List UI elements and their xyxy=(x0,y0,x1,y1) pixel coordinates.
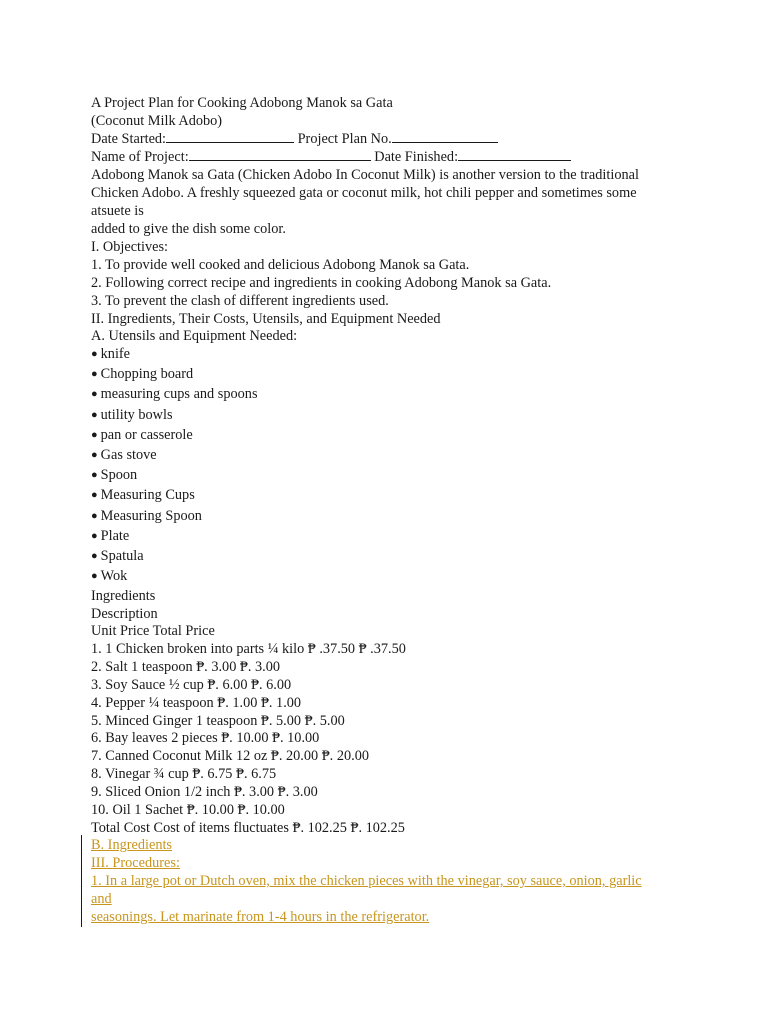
ingredients-header: Ingredients xyxy=(91,588,156,604)
date-finished-label: Date Finished: xyxy=(374,149,459,165)
price-header: Unit Price Total Price xyxy=(91,623,215,639)
utensil-label: Measuring Cups xyxy=(100,487,195,503)
bullet-icon: ● xyxy=(91,489,98,501)
ingredient-row: 8. Vinegar ¾ cup ₱. 6.75 ₱. 6.75 xyxy=(91,766,277,782)
name-of-project-label: Name of Project: xyxy=(91,149,189,165)
utensil-item xyxy=(91,466,137,485)
utensil-item xyxy=(91,547,144,566)
project-plan-no-blank xyxy=(392,130,498,143)
bullet-icon: ● xyxy=(91,388,98,400)
bullet-icon: ● xyxy=(91,510,98,522)
document-subtitle: (Coconut Milk Adobo) xyxy=(91,113,223,129)
utensil-item xyxy=(91,365,193,384)
bullet-icon: ● xyxy=(91,449,98,461)
bullet-icon: ● xyxy=(91,469,98,481)
utensil-item xyxy=(91,527,129,546)
utensil-label: measuring cups and spoons xyxy=(100,386,258,402)
utensil-label: Gas stove xyxy=(100,447,157,463)
intro-line: added to give the dish some color. xyxy=(91,221,286,237)
tracked-change-line: and xyxy=(91,891,112,907)
document-title: A Project Plan for Cooking Adobong Manok sa Gata xyxy=(91,95,393,111)
date-finished-blank xyxy=(458,148,571,161)
utensil-label: pan or casserole xyxy=(100,427,193,443)
utensil-item xyxy=(91,567,127,586)
utensil-item xyxy=(91,507,202,526)
bullet-icon: ● xyxy=(91,550,98,562)
tracked-change-line: 1. In a large pot or Dutch oven, mix the chicken pieces with the vinegar, soy sauce, onion, garlic xyxy=(91,873,642,889)
ingredient-row: 2. Salt 1 teaspoon ₱. 3.00 ₱. 3.00 xyxy=(91,659,281,675)
utensil-item xyxy=(91,406,173,425)
bullet-icon: ● xyxy=(91,429,98,441)
ingredient-row: 7. Canned Coconut Milk 12 oz ₱. 20.00 ₱. 20.00 xyxy=(91,748,369,764)
bullet-icon: ● xyxy=(91,348,98,360)
description-header: Description xyxy=(91,606,158,622)
ingredient-row: 1. 1 Chicken broken into parts ¼ kilo ₱ .37.50 ₱ .37.50 xyxy=(91,641,406,657)
objective-item: 1. To provide well cooked and delicious Adobong Manok sa Gata. xyxy=(91,257,470,273)
total-cost-row: Total Cost Cost of items fluctuates ₱. 102.25 ₱. 102.25 xyxy=(91,820,405,836)
utensil-label: Measuring Spoon xyxy=(100,508,202,524)
section-heading: II. Ingredients, Their Costs, Utensils, and Equipment Needed xyxy=(91,311,441,327)
date-started-blank xyxy=(166,130,294,143)
ingredient-row: 3. Soy Sauce ½ cup ₱. 6.00 ₱. 6.00 xyxy=(91,677,292,693)
tracked-change-line: seasonings. Let marinate from 1-4 hours in the refrigerator. xyxy=(91,909,430,925)
project-plan-no-label: Project Plan No. xyxy=(297,131,392,147)
ingredient-row: 9. Sliced Onion 1/2 inch ₱. 3.00 ₱. 3.00 xyxy=(91,784,318,800)
utensil-item xyxy=(91,385,258,404)
utensil-label: Chopping board xyxy=(100,366,194,382)
date-started-label: Date Started: xyxy=(91,131,167,147)
name-finished-row xyxy=(91,148,571,166)
date-project-row xyxy=(91,130,498,148)
objectives-heading: I. Objectives: xyxy=(91,239,169,255)
bullet-icon: ● xyxy=(91,409,98,421)
bullet-icon: ● xyxy=(91,570,98,582)
utensil-label: utility bowls xyxy=(100,407,173,423)
bullet-icon: ● xyxy=(91,530,98,542)
utensil-label: Spatula xyxy=(100,548,144,564)
intro-line: atsuete is xyxy=(91,203,144,219)
ingredient-row: 5. Minced Ginger 1 teaspoon ₱. 5.00 ₱. 5.00 xyxy=(91,713,345,729)
utensil-item xyxy=(91,426,193,445)
bullet-icon: ● xyxy=(91,368,98,380)
utensil-label: Spoon xyxy=(100,467,138,483)
change-bar xyxy=(81,835,82,927)
ingredient-row: 10. Oil 1 Sachet ₱. 10.00 ₱. 10.00 xyxy=(91,802,285,818)
tracked-change-line: III. Procedures: xyxy=(91,855,180,871)
utensil-item xyxy=(91,446,157,465)
intro-line: Adobong Manok sa Gata (Chicken Adobo In Coconut Milk) is another version to the traditional xyxy=(91,167,639,183)
intro-line: Chicken Adobo. A freshly squeezed gata or coconut milk, hot chili pepper and sometimes some xyxy=(91,185,637,201)
utensil-label: Plate xyxy=(100,528,130,544)
utensils-subheading: A. Utensils and Equipment Needed: xyxy=(91,328,298,344)
objective-item: 2. Following correct recipe and ingredients in cooking Adobong Manok sa Gata. xyxy=(91,275,552,291)
objective-item: 3. To prevent the clash of different ingredients used. xyxy=(91,293,389,309)
ingredient-row: 4. Pepper ¼ teaspoon ₱. 1.00 ₱. 1.00 xyxy=(91,695,302,711)
name-of-project-blank xyxy=(189,148,371,161)
ingredient-row: 6. Bay leaves 2 pieces ₱. 10.00 ₱. 10.00 xyxy=(91,730,320,746)
utensil-item xyxy=(91,345,130,364)
utensil-label: knife xyxy=(100,346,131,362)
utensil-label: Wok xyxy=(100,568,128,584)
utensil-item xyxy=(91,486,195,505)
tracked-change-line: B. Ingredients xyxy=(91,837,172,853)
